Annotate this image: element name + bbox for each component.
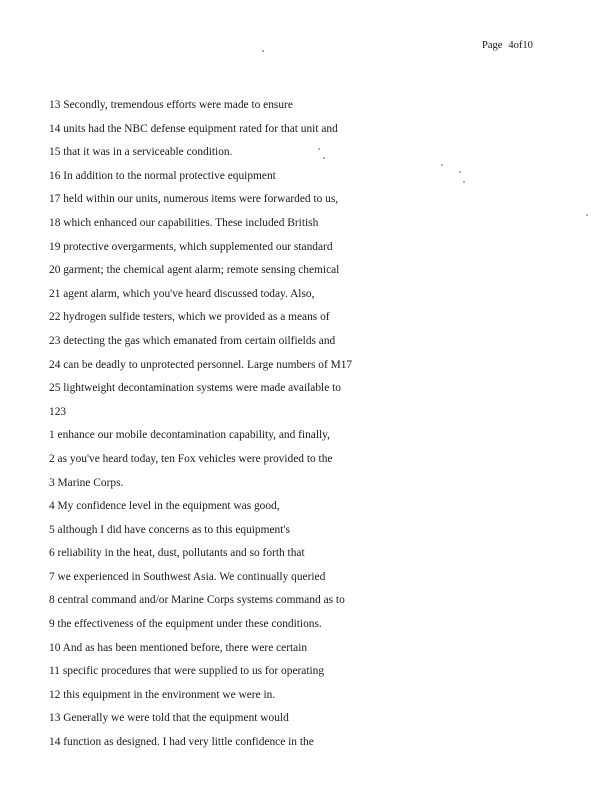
- transcript-line: 18 which enhanced our capabilities. These included British: [49, 216, 319, 229]
- transcript-line: 2 as you've heard today, ten Fox vehicles were provided to the: [49, 452, 333, 465]
- page-label: Page: [482, 40, 503, 51]
- transcript-line: 12 this equipment in the environment we were in.: [49, 688, 276, 701]
- scan-speck: [323, 157, 325, 159]
- transcript-line: 22 hydrogen sulfide testers, which we provided as a means of: [49, 311, 330, 324]
- transcript-line: 3 Marine Corps.: [49, 476, 124, 489]
- transcript-line: 9 the effectiveness of the equipment under these conditions.: [49, 618, 322, 631]
- transcript-line: 5 although I did have concerns as to this equipment's: [49, 523, 290, 536]
- transcript-line: 10 And as has been mentioned before, there were certain: [49, 641, 308, 654]
- page-number-header: [482, 40, 533, 51]
- transcript-line: 16 In addition to the normal protective equipment: [49, 169, 276, 182]
- page-number: 4of10: [508, 40, 533, 51]
- scan-speck: [463, 181, 465, 183]
- transcript-page-marker: 123: [49, 405, 67, 418]
- transcript-line: 13 Generally we were told that the equipment would: [49, 712, 289, 725]
- transcript-line: 14 units had the NBC defense equipment rated for that unit and: [49, 122, 338, 135]
- transcript-line: 19 protective overgarments, which supplemented our standard: [49, 240, 333, 253]
- transcript-line: 8 central command and/or Marine Corps systems command as to: [49, 594, 345, 607]
- transcript-line: 11 specific procedures that were supplied to us for operating: [49, 665, 325, 678]
- scan-speck: [318, 148, 320, 150]
- transcript-line: 21 agent alarm, which you've heard discussed today. Also,: [49, 287, 315, 300]
- transcript-line: 14 function as designed. I had very little confidence in the: [49, 736, 314, 749]
- transcript-line: 17 held within our units, numerous items were forwarded to us,: [49, 193, 339, 206]
- transcript-body: [49, 94, 569, 755]
- transcript-line: 24 can be deadly to unprotected personnel. Large numbers of M17: [49, 358, 353, 371]
- scan-speck: [586, 214, 588, 216]
- transcript-line: 7 we experienced in Southwest Asia. We continually queried: [49, 570, 326, 583]
- transcript-line: 23 detecting the gas which emanated from certain oilfields and: [49, 334, 336, 347]
- transcript-line: 4 My confidence level in the equipment was good,: [49, 500, 280, 513]
- transcript-line: 1 enhance our mobile decontamination capability, and finally,: [49, 429, 330, 442]
- scan-speck: [441, 164, 443, 166]
- transcript-line: 25 lightweight decontamination systems were made available to: [49, 382, 341, 395]
- transcript-line: 20 garment; the chemical agent alarm; remote sensing chemical: [49, 264, 340, 277]
- transcript-line: 6 reliability in the heat, dust, pollutants and so forth that: [49, 547, 305, 560]
- transcript-line: 13 Secondly, tremendous efforts were made to ensure: [49, 99, 293, 111]
- scan-speck: [459, 171, 461, 173]
- scan-speck: [262, 50, 264, 52]
- transcript-line: 15 that it was in a serviceable condition.: [49, 146, 233, 159]
